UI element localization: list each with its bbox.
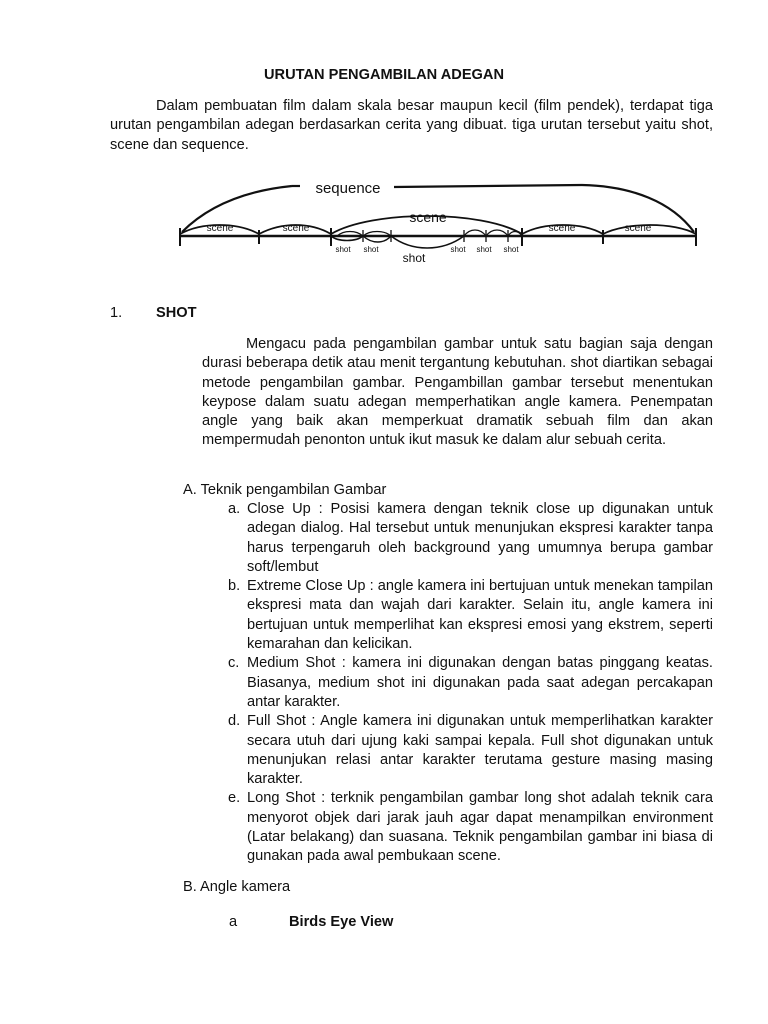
- shot-description: [202, 335, 713, 451]
- list-item-text: Medium Shot : kamera ini digunakan dengan batas pinggang keatas. Biasanya, medium shot ini digunakan pada saat adegan percakapan antar karakter.: [247, 655, 713, 710]
- scene-label-center: scene: [409, 209, 447, 225]
- list-item-text: Close Up : Posisi kamera dengan teknik close up digunakan untuk adegan dialog. Hal tersebut untuk menunjukan ekspresi karakter tanpa harus terpengaruh oleh background yang umumnya berupa gambar soft/lembut: [247, 501, 713, 575]
- section-title: SHOT: [156, 305, 197, 321]
- list-marker: d.: [228, 713, 241, 730]
- list-marker: e.: [228, 790, 241, 807]
- scene-label: scene: [548, 223, 576, 234]
- list-item-text: Extreme Close Up : angle kamera ini bertujuan untuk menekan tampilan ekspresi mata dan wajah dari karakter. Selain itu, angle kamera ini bertujuan untuk memperlihat kan ekspresi emosi yang ekstrem, seperti kemarahan dan kelicikan.: [247, 578, 713, 653]
- sequence-arc-left: [182, 186, 292, 232]
- sequence-line-right: [394, 185, 582, 187]
- section-number: 1.: [110, 305, 123, 321]
- sequence-scene-shot-diagram: [172, 172, 702, 276]
- shot-label-center: shot: [402, 251, 426, 265]
- technique-list: [228, 500, 713, 867]
- subitem-marker: a: [229, 914, 238, 930]
- shot-label: shot: [503, 245, 519, 254]
- scene-label: scene: [624, 223, 652, 234]
- scene-label: scene: [206, 223, 234, 234]
- subsection-heading: B. Angle kamera: [183, 879, 291, 895]
- scene-label: scene: [282, 223, 310, 234]
- list-item: [228, 500, 713, 577]
- shot-label: shot: [335, 245, 351, 254]
- sequence-label: sequence: [315, 180, 381, 197]
- list-item: [228, 654, 713, 712]
- shot-label: shot: [363, 245, 379, 254]
- intro-paragraph: [110, 97, 713, 155]
- shot-label: shot: [450, 245, 466, 254]
- subitem-title: Birds Eye View: [289, 914, 394, 930]
- list-item: [228, 577, 713, 654]
- page-title: URUTAN PENGAMBILAN ADEGAN: [264, 67, 504, 83]
- list-marker: b.: [228, 578, 241, 595]
- list-item-text: Long Shot : terknik pengambilan gambar long shot adalah teknik cara menyorot objek dari jarak jauh agar dapat menampilkan environment (Latar belakang) dan suasana. Teknik pengambilan gambar ini biasa di gunakan pada awal pembukaan scene.: [247, 790, 713, 865]
- intro-text: Dalam pembuatan film dalam skala besar maupun kecil (film pendek), terdapat tiga urutan pengambilan adegan berdasarkan cerita yang dibuat. tiga urutan tersebut yaitu shot, scene dan sequence.: [110, 98, 713, 153]
- list-marker: a.: [228, 501, 241, 517]
- list-marker: c.: [228, 655, 240, 672]
- list-item: [228, 712, 713, 789]
- shot-description-text: Mengacu pada pengambilan gambar untuk satu bagian saja dengan durasi beberapa detik atau menit tergantung kebutuhan. shot diartikan sebagai metode pengambilan gambar. Pengambillan gambar tersebut menentukan keypose dalam suatu adegan memperhatikan angle kamera. Penempatan angle yang baik akan memperkuat dramatik sebuah film dan akan mempermudah penonton untuk ikut masuk ke dalam alur sebuah cerita.: [202, 336, 713, 449]
- list-item: [228, 789, 713, 866]
- shot-label: shot: [476, 245, 492, 254]
- list-item-text: Full Shot : Angle kamera ini digunakan untuk memperlihatkan karakter secara utuh dari ujung kaki sampai kepala. Full shot digunakan untuk menunjukan relasi antar karakter terutama gesture masing masing karakter.: [247, 713, 713, 788]
- subsection-heading: A. Teknik pengambilan Gambar: [183, 482, 387, 498]
